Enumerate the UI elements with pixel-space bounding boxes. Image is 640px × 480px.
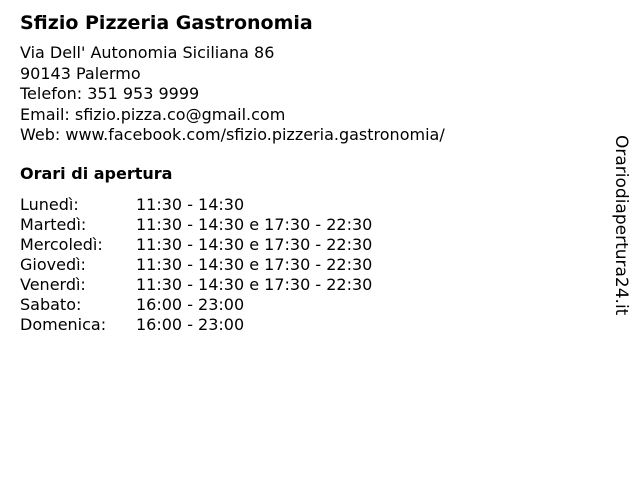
business-card bbox=[20, 10, 600, 335]
day-label: Lunedì: bbox=[20, 194, 79, 214]
hours-row-saturday bbox=[20, 295, 372, 315]
day-label: Venerdì: bbox=[20, 274, 86, 294]
email-line: Email: sfizio.pizza.co@gmail.com bbox=[20, 104, 286, 124]
day-label: Martedì: bbox=[20, 214, 87, 234]
hours-row-wednesday bbox=[20, 235, 372, 255]
day-label: Giovedì: bbox=[20, 254, 86, 274]
day-label: Sabato: bbox=[20, 294, 82, 314]
day-hours: 16:00 - 23:00 bbox=[136, 294, 245, 314]
day-hours: 11:30 - 14:30 e 17:30 - 22:30 bbox=[136, 234, 373, 254]
web-line: Web: www.facebook.com/sfizio.pizzeria.gastronomia/ bbox=[20, 125, 445, 144]
city-line: 90143 Palermo bbox=[20, 63, 141, 83]
opening-hours-title: Orari di apertura bbox=[20, 163, 173, 183]
day-hours: 11:30 - 14:30 e 17:30 - 22:30 bbox=[136, 214, 373, 234]
opening-hours-table bbox=[20, 195, 372, 335]
address-line: Via Dell' Autonomia Siciliana 86 bbox=[20, 43, 275, 62]
hours-row-tuesday bbox=[20, 215, 372, 235]
day-hours: 11:30 - 14:30 bbox=[136, 194, 245, 214]
hours-row-sunday bbox=[20, 315, 372, 335]
day-label: Mercoledì: bbox=[20, 234, 103, 254]
phone-line: Telefon: 351 953 9999 bbox=[20, 84, 200, 103]
day-hours: 16:00 - 23:00 bbox=[136, 314, 245, 334]
business-name: Sfizio Pizzeria Gastronomia bbox=[20, 12, 313, 34]
hours-row-thursday bbox=[20, 255, 372, 275]
day-hours: 11:30 - 14:30 e 17:30 - 22:30 bbox=[136, 274, 373, 294]
day-hours: 11:30 - 14:30 e 17:30 - 22:30 bbox=[136, 254, 373, 274]
day-label: Domenica: bbox=[20, 314, 107, 334]
hours-row-monday bbox=[20, 195, 372, 215]
site-watermark: Orariodiapertura24.it bbox=[611, 135, 631, 316]
hours-row-friday bbox=[20, 275, 372, 295]
